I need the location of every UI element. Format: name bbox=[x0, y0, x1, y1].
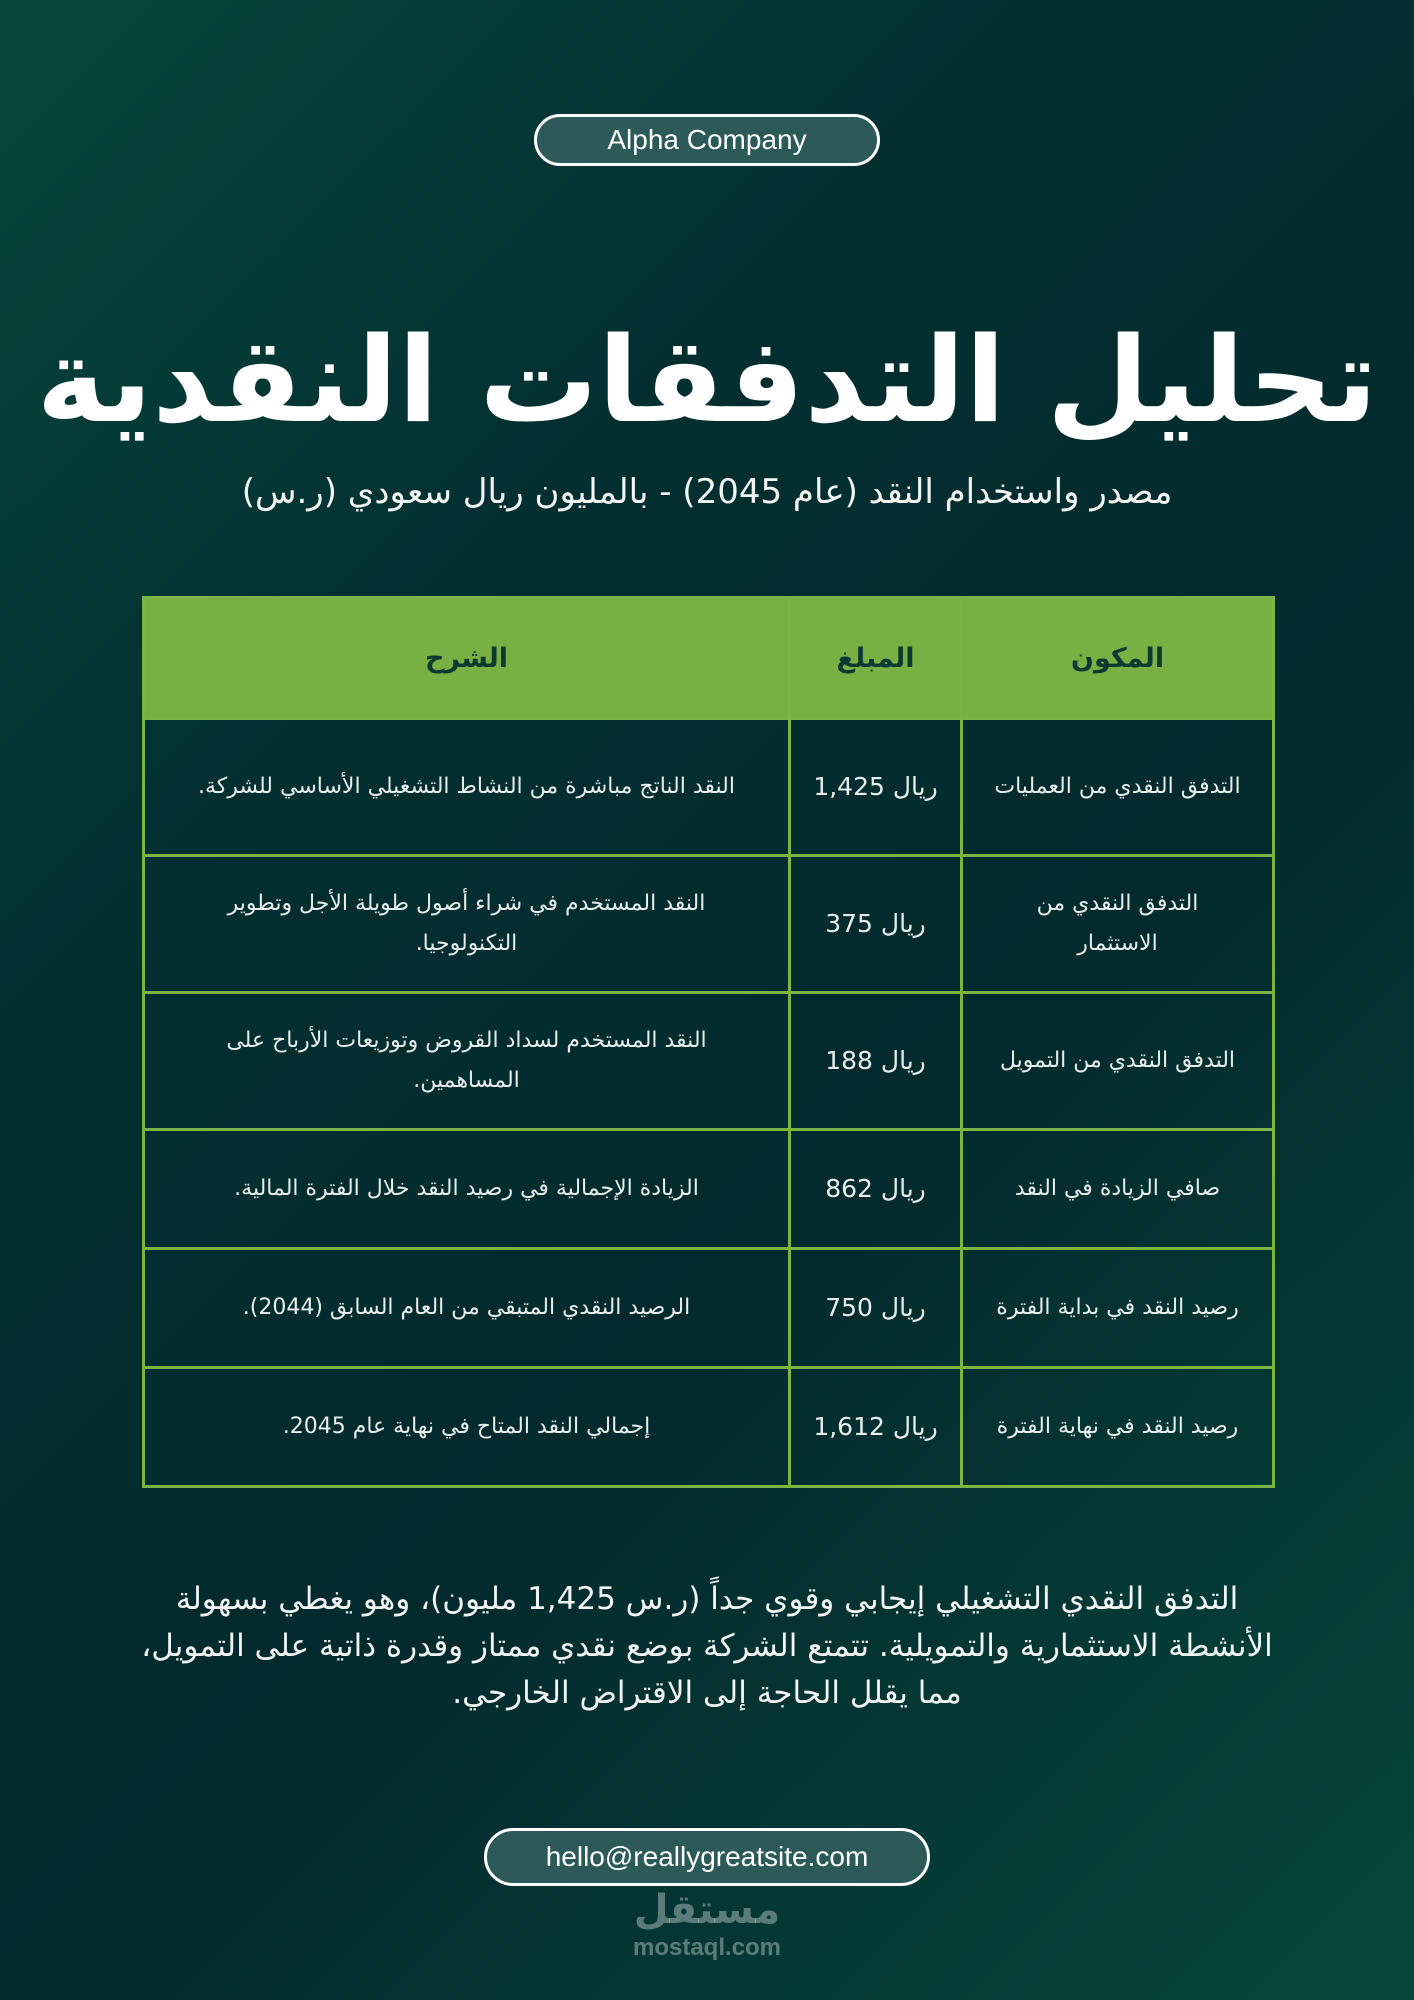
cell-description: النقد المستخدم في شراء أصول طويلة الأجل وتطوير التكنولوجيا. bbox=[144, 856, 790, 993]
column-header-amount: المبلغ bbox=[790, 598, 962, 719]
cell-description: النقد الناتج مباشرة من النشاط التشغيلي الأساسي للشركة. bbox=[144, 719, 790, 856]
watermark-arabic: مستقل bbox=[633, 1887, 781, 1933]
table-row bbox=[144, 993, 1274, 1130]
watermark-site: mostaql.com bbox=[632, 1934, 782, 1961]
table-row bbox=[144, 856, 1274, 993]
cell-amount: ريال 375 bbox=[790, 856, 962, 993]
cell-component: التدفق النقدي من الاستثمار bbox=[962, 856, 1274, 993]
company-badge-label: Alpha Company bbox=[607, 124, 807, 155]
page-title: تحليل التدفقات النقدية bbox=[36, 311, 1378, 449]
cell-component: التدفق النقدي من التمويل bbox=[962, 993, 1274, 1130]
cell-description: الزيادة الإجمالية في رصيد النقد خلال الفترة المالية. bbox=[144, 1130, 790, 1249]
cell-component: رصيد النقد في نهاية الفترة bbox=[962, 1368, 1274, 1487]
cell-description: الرصيد النقدي المتبقي من العام السابق (2044). bbox=[144, 1249, 790, 1368]
cell-amount: ريال 862 bbox=[790, 1130, 962, 1249]
cell-amount: ريال 1,425 bbox=[790, 719, 962, 856]
watermark-logo bbox=[600, 1886, 814, 1962]
cell-description: إجمالي النقد المتاح في نهاية عام 2045. bbox=[144, 1368, 790, 1487]
cell-amount: ريال 1,612 bbox=[790, 1368, 962, 1487]
column-header-component: المكون bbox=[962, 598, 1274, 719]
summary-paragraph: التدفق النقدي التشغيلي إيجابي وقوي جداً (ر.س 1,425 مليون)، وهو يغطي بسهولة الأنشطة الاستثمارية والتمويلية. تتمتع الشركة بوضع نقدي ممتاز وقدرة ذاتية على التمويل، مما يقلل الحاجة إلى الاقتراض الخارجي. bbox=[141, 1581, 1273, 1711]
contact-email[interactable] bbox=[484, 1828, 930, 1886]
cell-amount: ريال 188 bbox=[790, 993, 962, 1130]
cell-component: رصيد النقد في بداية الفترة bbox=[962, 1249, 1274, 1368]
page-subtitle: مصدر واستخدام النقد (عام 2045) - بالمليون ريال سعودي (ر.س) bbox=[241, 472, 1173, 512]
column-header-description: الشرح bbox=[144, 598, 790, 719]
company-badge bbox=[534, 114, 880, 166]
cell-amount: ريال 750 bbox=[790, 1249, 962, 1368]
table-row bbox=[144, 719, 1274, 856]
cell-component: صافي الزيادة في النقد bbox=[962, 1130, 1274, 1249]
contact-email-label: hello@reallygreatsite.com bbox=[545, 1841, 869, 1872]
table-header-row bbox=[144, 598, 1274, 719]
table-row bbox=[144, 1368, 1274, 1487]
cell-component: التدفق النقدي من العمليات bbox=[962, 719, 1274, 856]
cell-description: النقد المستخدم لسداد القروض وتوزيعات الأرباح على المساهمين. bbox=[144, 993, 790, 1130]
cash-flow-table bbox=[142, 596, 1275, 1488]
table-row bbox=[144, 1130, 1274, 1249]
table-row bbox=[144, 1249, 1274, 1368]
